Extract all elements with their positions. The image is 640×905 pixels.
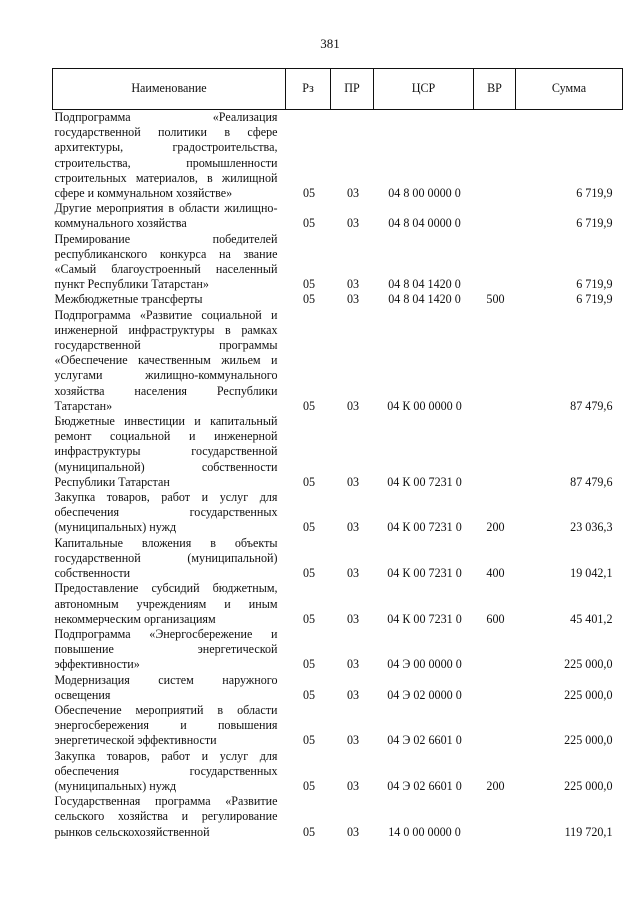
row-sum: 23 036,3 xyxy=(570,520,613,535)
table-row xyxy=(53,201,623,231)
row-name: Подпрограмма «Развитие социальной и инженерной инфраструктуры в рамках государственной программы «Обеспечение качественным жильем и услугами жилищно-коммунального хозяйства населения Республики Татарстан» xyxy=(54,307,278,413)
row-rz: 05 xyxy=(302,611,316,626)
row-rz: 05 xyxy=(302,474,316,489)
row-rz: 05 xyxy=(302,292,316,307)
row-csr: 04 Э 02 0000 0 xyxy=(387,687,462,702)
table-row xyxy=(53,232,623,293)
table-row xyxy=(53,110,623,202)
row-pr: 03 xyxy=(346,566,360,581)
row-sum: 225 000,0 xyxy=(564,687,613,702)
row-sum: 87 479,6 xyxy=(570,398,613,413)
row-rz: 05 xyxy=(302,520,316,535)
row-pr: 03 xyxy=(346,398,360,413)
row-name: Обеспечение мероприятий в области энергосбережения и повышения энергетической эффективности xyxy=(54,702,278,748)
row-pr: 03 xyxy=(346,824,360,839)
table-row xyxy=(53,536,623,582)
row-rz: 05 xyxy=(302,216,316,231)
row-csr: 04 К 00 7231 0 xyxy=(387,474,462,489)
table-row xyxy=(53,292,623,307)
row-pr: 03 xyxy=(346,778,360,793)
row-name: Капитальные вложения в объекты государственной (муниципальной) собственности xyxy=(54,535,278,581)
row-csr: 04 8 04 0000 0 xyxy=(388,216,461,231)
row-vr xyxy=(474,232,516,293)
row-vr xyxy=(474,673,516,703)
row-pr: 03 xyxy=(346,186,360,201)
table-row xyxy=(53,673,623,703)
table-row xyxy=(53,308,623,414)
row-name: Премирование победителей республиканского конкурса на звание «Самый благоустроенный населенный пункт Республики Татарстан» xyxy=(54,231,278,292)
row-rz: 05 xyxy=(302,657,316,672)
row-pr: 03 xyxy=(346,733,360,748)
row-rz: 05 xyxy=(302,687,316,702)
row-csr: 04 8 04 1420 0 xyxy=(388,277,461,292)
header-vr: ВР xyxy=(474,69,516,110)
header-pr: ПР xyxy=(331,69,374,110)
row-csr: 04 К 00 7231 0 xyxy=(387,566,462,581)
row-sum: 87 479,6 xyxy=(570,474,613,489)
table-row xyxy=(53,749,623,795)
row-csr: 04 8 04 1420 0 xyxy=(388,292,461,307)
row-name: Предоставление субсидий бюджетным, автономным учреждениям и иным некоммерческим организациям xyxy=(54,581,278,626)
row-vr xyxy=(474,794,516,840)
row-vr xyxy=(474,110,516,202)
row-name: Закупка товаров, работ и услуг для обеспечения государственных (муниципальных) нужд xyxy=(54,748,278,793)
row-name: Модернизация систем наружного освещения xyxy=(54,672,278,702)
row-rz: 05 xyxy=(302,778,316,793)
table-row xyxy=(53,490,623,536)
row-sum: 19 042,1 xyxy=(570,566,613,581)
row-name: Подпрограмма «Энергосбережение и повышение энергетической эффективности» xyxy=(54,626,278,672)
budget-table xyxy=(52,68,623,840)
table-body xyxy=(53,110,623,840)
table-header xyxy=(53,69,623,110)
row-name: Другие мероприятия в области жилищно-коммунального хозяйства xyxy=(54,201,278,231)
row-pr: 03 xyxy=(346,611,360,626)
row-sum: 6 719,9 xyxy=(576,277,613,292)
row-name: Подпрограмма «Реализация государственной политики в сфере архитектуры, градостроительства, строительства, промышленности строительных материалов, в жилищной сфере и коммунальном хозяйстве» xyxy=(54,110,278,201)
header-sum: Сумма xyxy=(516,69,623,110)
row-pr: 03 xyxy=(346,474,360,489)
header-csr: ЦСР xyxy=(374,69,474,110)
row-sum: 6 719,9 xyxy=(576,292,613,307)
row-csr: 04 К 00 7231 0 xyxy=(387,611,462,626)
row-name: Государственная программа «Развитие сельского хозяйства и регулирование рынков сельскохозяйственной xyxy=(54,794,278,839)
row-rz: 05 xyxy=(302,824,316,839)
row-name: Межбюджетные трансферты xyxy=(54,292,203,307)
row-sum: 225 000,0 xyxy=(564,733,613,748)
table-row xyxy=(53,794,623,840)
row-pr: 03 xyxy=(346,520,360,535)
row-vr: 600 xyxy=(486,611,505,626)
table-row xyxy=(53,414,623,490)
row-rz: 05 xyxy=(302,566,316,581)
row-sum: 119 720,1 xyxy=(564,824,613,839)
row-csr: 04 Э 02 6601 0 xyxy=(387,733,462,748)
row-pr: 03 xyxy=(346,687,360,702)
table-row xyxy=(53,627,623,673)
row-csr: 04 Э 00 0000 0 xyxy=(387,657,462,672)
row-vr: 500 xyxy=(486,292,505,307)
header-rz: Рз xyxy=(286,69,331,110)
row-rz: 05 xyxy=(302,277,316,292)
row-name: Бюджетные инвестиции и капитальный ремонт социальной и инженерной инфраструктуры государственной (муниципальной) собственности Республики Татарстан xyxy=(54,414,278,489)
table-row xyxy=(53,581,623,627)
header-name: Наименование xyxy=(53,69,286,110)
row-vr xyxy=(474,201,516,231)
row-csr: 04 Э 02 6601 0 xyxy=(387,778,462,793)
row-rz: 05 xyxy=(302,186,316,201)
row-sum: 225 000,0 xyxy=(564,778,613,793)
row-csr: 04 8 00 0000 0 xyxy=(388,186,461,201)
row-sum: 6 719,9 xyxy=(576,216,613,231)
row-rz: 05 xyxy=(302,398,316,413)
row-vr: 200 xyxy=(486,520,505,535)
row-vr xyxy=(474,627,516,673)
row-csr: 14 0 00 0000 0 xyxy=(388,824,461,839)
row-sum: 225 000,0 xyxy=(564,657,613,672)
row-vr xyxy=(474,308,516,414)
row-name: Закупка товаров, работ и услуг для обеспечения государственных (муниципальных) нужд xyxy=(54,490,278,535)
page-number: 381 xyxy=(320,36,340,51)
table-row xyxy=(53,703,623,749)
row-pr: 03 xyxy=(346,216,360,231)
row-vr: 400 xyxy=(486,566,505,581)
row-sum: 45 401,2 xyxy=(570,611,613,626)
row-pr: 03 xyxy=(346,292,360,307)
row-vr xyxy=(474,414,516,490)
row-vr xyxy=(474,703,516,749)
row-pr: 03 xyxy=(346,277,360,292)
row-pr: 03 xyxy=(346,657,360,672)
row-sum: 6 719,9 xyxy=(576,186,613,201)
row-csr: 04 К 00 0000 0 xyxy=(387,398,462,413)
row-csr: 04 К 00 7231 0 xyxy=(387,520,462,535)
row-rz: 05 xyxy=(302,733,316,748)
row-vr: 200 xyxy=(486,778,505,793)
